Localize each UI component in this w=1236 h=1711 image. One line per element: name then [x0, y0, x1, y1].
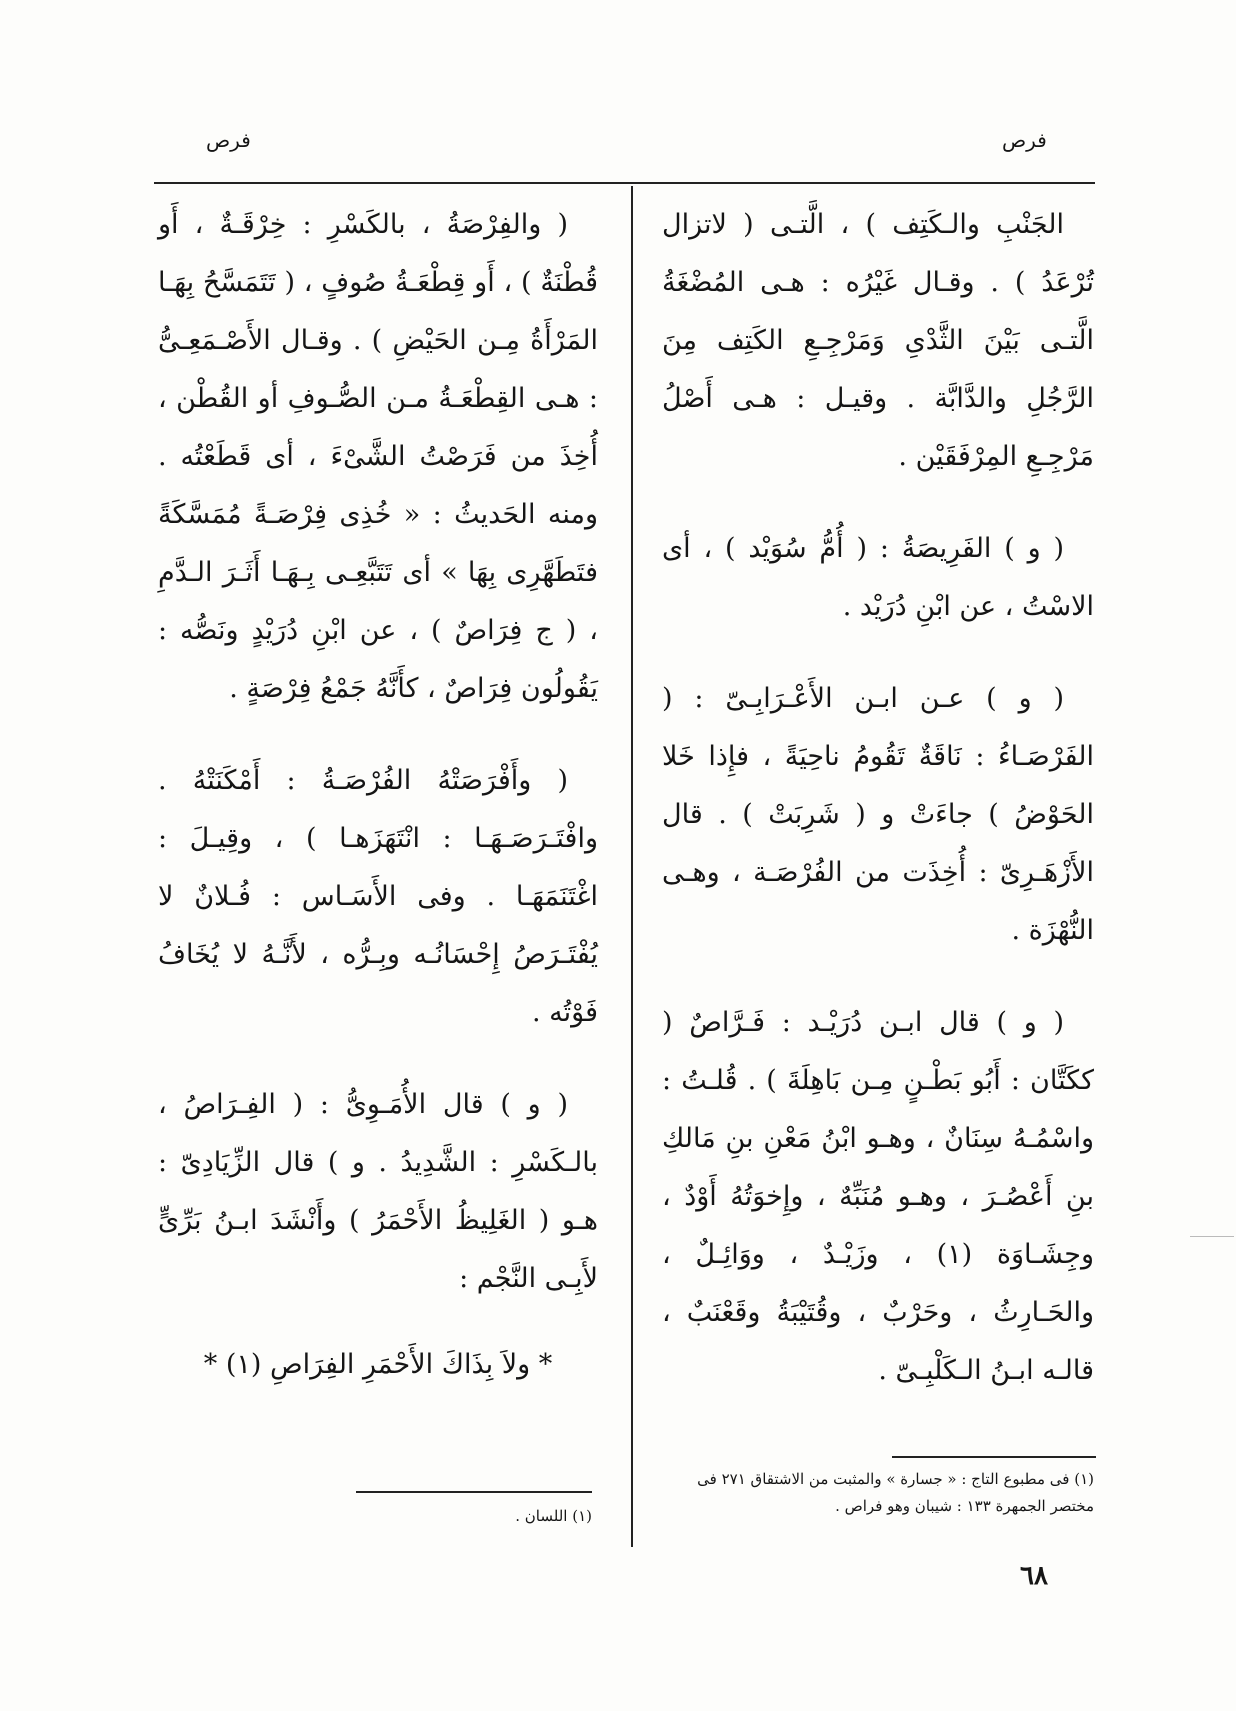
right-paragraph-4: ( و ) قال ابـن دُرَيْـد : فَـرَّاصٌ ( ككَتَّان : أَبُو بَطْـنٍ مِـن بَاهِلَةَ ) . قُلـتُ : واسْمُـهُ سِنَانٌ ، وهـو ابْنُ مَعْنِ بنِ مَالكِ بنِ أَعْصُـرَ ، وهـو مُنَبِّهٌ ، وإِخوَتُهُ أَوْدٌ ، وجِشَـاوَة (١) ، وزَيْـدٌ ، ووَائِـلٌ ، والحَـارِثُ ، وحَرْبٌ ، وقُتَيْبَةُ وقَعْنَبٌ ، قالـه ابـنُ الـكَلْبِـىّ .	[662, 1007, 1094, 1386]
right-paragraph-3: ( و ) عـن ابـن الأَعْـرَابِـىّ : ( الفَرْصَـاءُ : نَاقَةٌ تَقُومُ ناحِيَةً ، فإِذا خَلا الحَوْضُ ) جاءَتْ و ( شَرِبَتْ ) . قال الأَزْهَـرِىّ : أُخِذَت من الفُرْصَـة ، وهـى النُّهْزَة .	[662, 683, 1094, 946]
left-column	[158, 196, 598, 1394]
footnote-left: (١) اللسان .	[515, 1507, 592, 1525]
right-column	[662, 196, 1094, 1434]
header-root-word-left: فرص	[206, 128, 251, 152]
column-divider	[631, 186, 633, 1547]
left-paragraph-3: ( و ) قال الأُمَـوِىُّ : ( الفِـرَاصُ ، بالـكَسْرِ : الشَّدِيدُ . و ) قال الزِّيَادِىّ : هـو ( الغَلِيظُ الأَحْمَرُ ) وأَنْشَدَ ابـنُ بَرِّىٍّ لأَبِـى النَّجْم :	[158, 1089, 598, 1294]
left-paragraph-2: ( وأَفْرَصَتْهُ الفُرْصَـةُ : أَمْكَنَتْهُ . وافْتَـرَصَـهَـا : انْتَهَزَهـا ) ، وقِيـلَ : اغْتَنَمَهَـا . وفى الأَسَـاس : فُـلانٌ لا يُفْتَـرَصُ إِحْسَانُـه وبِـرُّه ، لأَنَّـهُ لا يُخَافُ فَوْتُه .	[158, 765, 598, 1028]
right-paragraph-2: ( و ) الفَرِيصَةُ : ( أُمُّ سُوَيْد ) ، أى الاسْتُ ، عن ابْنِ دُرَيْد .	[662, 533, 1094, 622]
header-root-word-right: فرص	[1002, 128, 1047, 152]
poetry-verse: * ولاَ بِذَاكَ الأَحْمَرِ الفِرَاصِ (١) *	[203, 1349, 553, 1380]
footnote-right: (١) فى مطبوع التاج : « جسارة » والمثبت من الاشتقاق ٢٧١ فى مختصر الجمهرة ١٣٣ : شيبان وهو فراص .	[697, 1470, 1094, 1515]
page-header	[0, 128, 1236, 168]
page-number: ٦٨	[1020, 1561, 1048, 1591]
edge-mark	[1190, 1236, 1234, 1237]
right-paragraph-1: الجَنْبِ والـكَتِف ) ، الَّتـى ( لاتزال تُرْعَدُ ) . وقـال غَيْرُه : هـى المُضْغَةُ الَّتـى بَيْنَ الثَّدْىِ وَمَرْجِـعِ الكَتِف مِنَ الرَّجُلِ والدَّابَّة . وقيـل : هـى أَصْلُ مَرْجِـعِ المِرْفَقَيْن .	[662, 209, 1094, 472]
footnote-rule-right	[892, 1456, 1096, 1458]
footnote-rule-left	[356, 1491, 592, 1493]
header-rule	[154, 182, 1095, 184]
left-paragraph-1: ( والفِرْصَةُ ، بالكَسْرِ : خِرْقَـةٌ ، أَو قُطْنَةٌ ) ، أَو قِطْعَـةُ صُوفٍ ، ( تَتَمَسَّحُ بِهَـا المَرْأَةُ مِـن الحَيْضِ ) . وقـال الأَصْـمَعِـىُّ : هـى القِطْعَـةُ مـن الصُّـوفِ أو القُطْن ، أُخِذَ من فَرَصْتُ الشَّىْءَ ، أى قَطَعْتُه . ومنه الحَديثُ : « خُذِى فِرْصَـةً مُمَسَّكَةً فتَطَهَّرِى بِهَا » أى تَتَبَّعِـى بِـهَـا أَثَـرَ الـدَّمِ ، ( ج فِرَاصٌ ) ، عن ابْنِ دُرَيْدٍ ونَصُّه : يَقُولُون فِرَاصٌ ، كأَنَّهُ جَمْعُ فِرْصَةٍ .	[158, 209, 598, 704]
